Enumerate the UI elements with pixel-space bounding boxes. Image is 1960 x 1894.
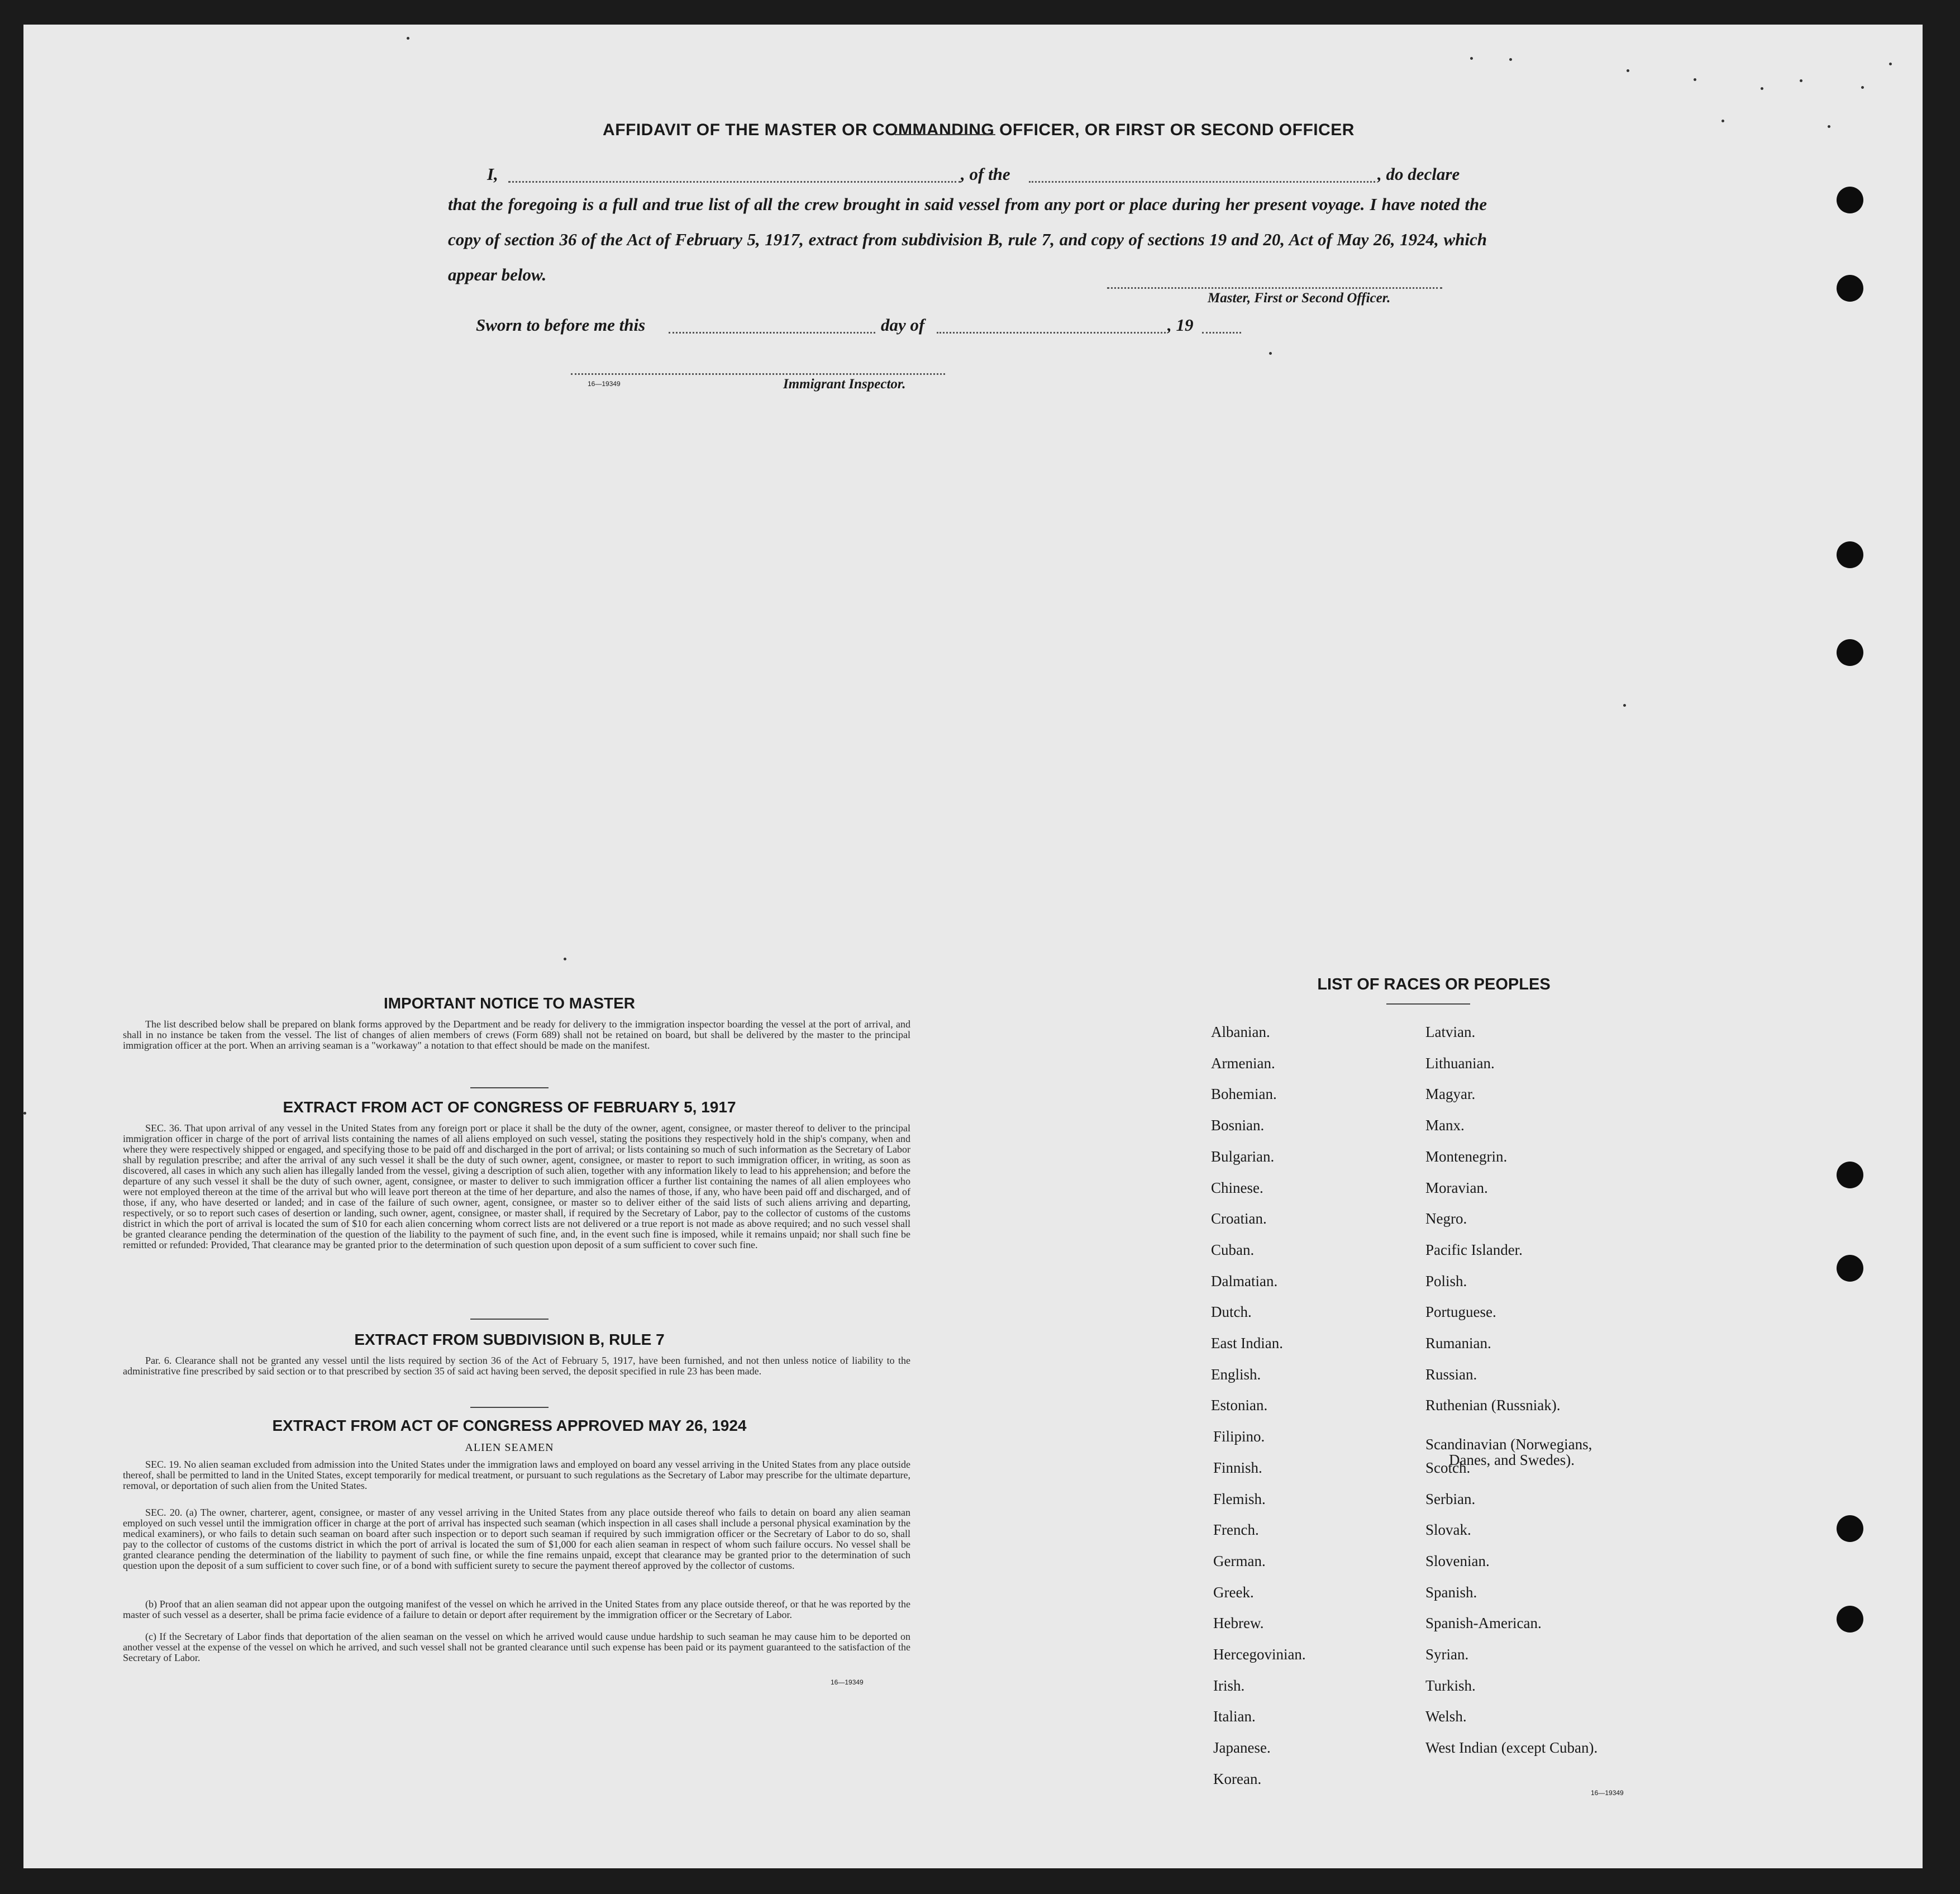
sworn-year-field[interactable] (1202, 332, 1241, 334)
speck (1470, 57, 1473, 60)
inspector-signature-field[interactable] (571, 373, 945, 375)
race-item: Dutch. (1211, 1303, 1252, 1321)
race-item: Estonian. (1211, 1397, 1268, 1414)
document-sheet (23, 25, 1923, 1868)
punch-hole (1837, 1162, 1863, 1188)
races-divider (1386, 1003, 1470, 1005)
race-item: Scandinavian (Norwegians, (1425, 1436, 1592, 1453)
speck (1828, 125, 1830, 128)
sworn-prefix: Sworn to before me this (476, 315, 646, 335)
race-item: Finnish. (1213, 1459, 1262, 1476)
race-item: Filipino. (1213, 1428, 1265, 1445)
declarant-of-label: , of the (961, 164, 1010, 184)
race-item: Japanese. (1213, 1739, 1271, 1757)
declaration-text: that the foregoing is a full and true list of all the crew brought in said vessel from any port or place during her present voyage. I have noted the copy of section 36 of the Act of February 5, 1917, extract from subdivision B, rule 7, and copy of sections 19 and 20, Act of May 26, 1924, which appear below. (448, 194, 1487, 284)
speck (23, 1112, 26, 1115)
race-item: East Indian. (1211, 1335, 1283, 1352)
race-item: Flemish. (1213, 1490, 1266, 1507)
punch-hole (1837, 1606, 1863, 1633)
extract-rule7-title: EXTRACT FROM SUBDIVISION B, RULE 7 (354, 1331, 665, 1348)
speck (1761, 87, 1763, 90)
speck (1269, 352, 1272, 355)
race-item: Syrian. (1425, 1646, 1469, 1663)
punch-hole (1837, 541, 1863, 568)
race-item: Slovenian. (1425, 1552, 1490, 1569)
extract-1924-title: EXTRACT FROM ACT OF CONGRESS APPROVED MAY 26, 1924 (272, 1417, 747, 1434)
race-item: Ruthenian (Russniak). (1425, 1397, 1561, 1414)
sec19-text: SEC. 19. No alien seaman excluded from admission into the United States under the immigration laws and employed on board any vessel arriving in the United States from any place outside thereof, shall be permitted to land in the United States, except temporarily for medical treatment, or pursuant to such regulations as the Secretary of Labor may prescribe for the ultimate departure, removal, or deportation of such alien from the United States. (123, 1459, 910, 1491)
race-item: Korean. (1213, 1770, 1262, 1787)
race-item: Bohemian. (1211, 1086, 1277, 1103)
section-divider (470, 1407, 549, 1408)
race-item: Danes, and Swedes). (1449, 1452, 1575, 1469)
race-item: Slovak. (1425, 1521, 1471, 1539)
sworn-day-field[interactable] (669, 332, 875, 334)
sworn-year-label: , 19 (1167, 315, 1194, 335)
signature-label: Master, First or Second Officer. (1208, 291, 1391, 306)
race-item: Pacific Islander. (1425, 1241, 1523, 1258)
speck (1694, 78, 1696, 81)
race-item: English. (1211, 1365, 1261, 1383)
signature-field[interactable] (1107, 287, 1442, 289)
notice-title: IMPORTANT NOTICE TO MASTER (383, 994, 636, 1012)
extract-1917-title: EXTRACT FROM ACT OF CONGRESS OF FEBRUARY 5, 1917 (283, 1098, 736, 1116)
race-item: Irish. (1213, 1677, 1245, 1694)
race-item: German. (1213, 1552, 1266, 1569)
form-number: 16—19349 (588, 380, 621, 388)
race-item: Italian. (1213, 1708, 1256, 1725)
speck (1800, 79, 1802, 82)
punch-hole (1837, 639, 1863, 666)
declarant-i-label: I, (487, 164, 498, 184)
alien-seamen-subtitle: ALIEN SEAMEN (465, 1441, 554, 1454)
race-item: Armenian. (1211, 1054, 1275, 1072)
race-item: Rumanian. (1425, 1335, 1491, 1352)
race-item: Croatian. (1211, 1210, 1267, 1227)
notice-text: The list described below shall be prepared on blank forms approved by the Department and be ready for delivery to the immigration inspector boarding the vessel at the port of arrival, and shall in no instance be taken from the vessel. The list of changes of alien members of crews (Form 689) shall not be retained on board, but shall be delivered by the master to the principal immigration officer at the port. When an arriving seaman is a "workaway" a notation to that effect should be made on the manifest. (123, 1019, 910, 1051)
section-divider (470, 1087, 549, 1088)
sworn-month-field[interactable] (937, 332, 1166, 334)
sec20a-text: SEC. 20. (a) The owner, charterer, agent, consignee, or master of any vessel arriving in the United States from any place outside thereof who fails to detain on board any alien seaman employed on such vessel until the immigration officer in charge at the port of arrival has inspected such seaman (which inspection in all cases shall include a personal physical examination by the medical examiners), or who fails to detain such seaman on board after such inspection or to deport such seaman if required by such immigration officer or the Secretary of Labor to do so, shall pay to the collector of customs of the customs district in which the port of arrival is located the sum of $1,000 for each alien seaman in respect of whom such failure occurs. No vessel shall be granted clearance pending the determination of the liability to payment of such fine, or while the fine remains unpaid, except that clearance may be granted prior to the determination of such question upon the deposit of a sum sufficient to cover such fine, or of a bond with sufficient surety to secure the payment thereof approved by the collector of customs. (123, 1507, 910, 1571)
race-item: Latvian. (1425, 1024, 1476, 1040)
speck (1889, 63, 1892, 65)
race-item: Moravian. (1425, 1179, 1488, 1196)
speck (1721, 120, 1724, 122)
speck (564, 958, 566, 960)
form-number: 16—19349 (831, 1678, 864, 1686)
race-item: Spanish-American. (1425, 1615, 1542, 1632)
race-item: Spanish. (1425, 1583, 1477, 1601)
speck (1509, 58, 1512, 61)
race-item: Serbian. (1425, 1490, 1476, 1507)
punch-hole (1837, 1515, 1863, 1542)
affidavit-title: AFFIDAVIT OF THE MASTER OR COMMANDING OFFICER, OR FIRST OR SECOND OFFICER (603, 121, 1355, 139)
speck (1627, 69, 1629, 72)
vessel-name-field[interactable] (1029, 181, 1375, 183)
race-item: Chinese. (1211, 1179, 1263, 1196)
race-item: French. (1213, 1521, 1259, 1539)
race-item: Albanian. (1211, 1024, 1270, 1040)
race-item: Lithuanian. (1425, 1054, 1495, 1072)
race-item: Polish. (1425, 1272, 1467, 1289)
race-item: Portuguese. (1425, 1303, 1496, 1321)
speck (1623, 704, 1626, 707)
race-item: Hercegovinian. (1213, 1646, 1306, 1663)
race-item: Montenegrin. (1425, 1148, 1508, 1165)
race-item: Dalmatian. (1211, 1272, 1278, 1289)
section-divider (470, 1319, 549, 1320)
extract-rule7-text: Par. 6. Clearance shall not be granted any vessel until the lists required by section 36 of the Act of February 5, 1917, have been furnished, and not then unless notice of liability to the administrative fine prescribed by said section or to that prescribed by section 35 of said act having been served, the deposit specified in rule 23 has been made. (123, 1355, 910, 1377)
declarant-name-field[interactable] (508, 181, 961, 183)
race-item: Cuban. (1211, 1241, 1255, 1258)
sworn-day-label: day of (881, 315, 925, 335)
race-item: Welsh. (1425, 1708, 1467, 1725)
declaration-line (448, 164, 1487, 187)
race-item: West Indian (except Cuban). (1425, 1739, 1598, 1757)
sec20b-text: (b) Proof that an alien seaman did not appear upon the outgoing manifest of the vessel on which he arrived in the United States from any place outside thereof, or that he was reported by the master of such vessel as a deserter, shall be prima facie evidence of a failure to detain or deport after requirement by the immigration officer or the Secretary of Labor. (123, 1598, 910, 1620)
extract-1917-text: SEC. 36. That upon arrival of any vessel in the United States from any foreign port or place it shall be the duty of the owner, agent, consignee, or master thereof to deliver to the principal immigration officer in charge of the port of arrival lists containing the names of all aliens employed on such vessel, stating the positions they respectively hold in the ship's company, when and where they were respectively shipped or engaged, and specifying those to be paid off and discharged in the port of arrival; or lists containing so much of such information as the Secretary of Labor shall by regulation prescribe; and after the arrival of any such vessel it shall be the duty of such owner, agent, consignee, or master to report to such immigration officer, in writing, as soon as discovered, all cases in which any such alien has illegally landed from the vessel, giving a description of such alien, together with any information likely to lead to his apprehension; and before the departure of any such vessel it shall be the duty of such owner, agent, consignee, or master to deliver to such immigration officer a further list containing the names of all alien employees who were not employed thereon at the time of the arrival but who will leave port thereon at the time of her departure, and also the names of those, if any, who have been paid off and discharged, and of those, if any, who have deserted or landed; and in case of the failure of such owner, agent, consignee, or master so to deliver either of the said lists of such aliens arriving and departing, respectively, or so to report such cases of desertion or landing, such owner, agent, consignee, or master shall, if required by the Secretary of Labor, pay to the collector of customs of the customs district in which the port of arrival is located the sum of $10 for each alien concerning whom correct lists are not delivered or a true report is not made as above required; and no such vessel shall be granted clearance pending the determination of the question of the liability to the payment of such fine, and, in the event such fine is imposed, while it remains unpaid; nor shall such fine be remitted or refunded: Provided, That clearance may be granted prior to the determination of such question upon deposit of a sum sufficient to cover such fine. (123, 1122, 910, 1250)
punch-hole (1837, 275, 1863, 302)
speck (1861, 86, 1864, 89)
races-form-number: 16—19349 (1591, 1789, 1624, 1797)
race-item: Bosnian. (1211, 1117, 1265, 1134)
race-item: Russian. (1425, 1365, 1477, 1383)
punch-hole (1837, 187, 1863, 213)
sec20c-text: (c) If the Secretary of Labor finds that deportation of the alien seaman on the vessel on which he arrived would cause undue hardship to such seaman he may cause him to be deported on another vessel at the expense of the vessel on which he arrived, and such vessel shall not be granted clearance until such expense has been paid or its payment guaranteed to the satisfaction of the Secretary of Labor. (123, 1631, 910, 1663)
race-item: Bulgarian. (1211, 1148, 1275, 1165)
race-item: Magyar. (1425, 1086, 1476, 1103)
race-item: Scotch. (1425, 1459, 1471, 1476)
declare-label: , do declare (1377, 164, 1460, 184)
inspector-label: Immigrant Inspector. (783, 377, 906, 392)
race-item: Hebrew. (1213, 1615, 1264, 1632)
speck (407, 37, 409, 40)
sworn-line (476, 315, 1258, 337)
race-item: Greek. (1213, 1583, 1254, 1601)
race-item: Turkish. (1425, 1677, 1476, 1694)
title-divider (895, 134, 995, 135)
punch-hole (1837, 1255, 1863, 1282)
race-item: Manx. (1425, 1117, 1465, 1134)
races-title: LIST OF RACES OR PEOPLES (1317, 975, 1551, 993)
race-item: Negro. (1425, 1210, 1467, 1227)
